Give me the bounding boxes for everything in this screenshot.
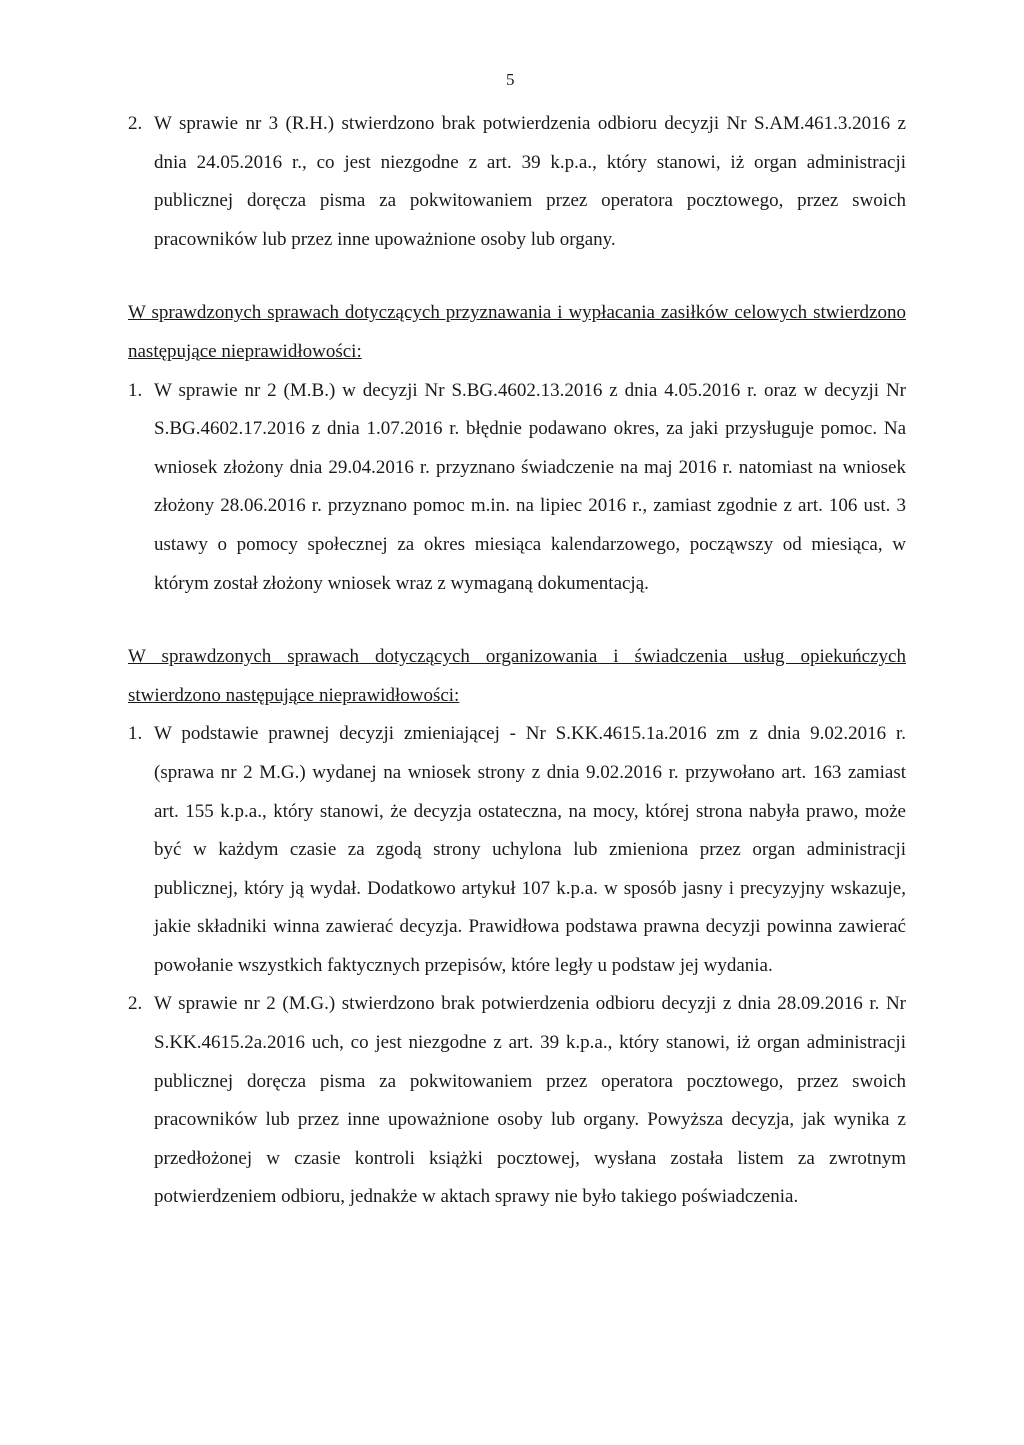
list-item-text: W sprawie nr 3 (R.H.) stwierdzono brak potwierdzenia odbioru decyzji Nr S.AM.461.3.2016 z dnia 24.05.2016 r., co jest niezgodne z art. 39 k.p.a., który stanowi, iż organ administracji publicznej doręcza pisma za pokwitowaniem przez operatora pocztowego, przez swoich pracowników lub przez inne upoważnione osoby lub organy.: [154, 113, 906, 250]
list-item-text: W podstawie prawnej decyzji zmieniającej - Nr S.KK.4615.1a.2016 zm z dnia 9.02.2016 r. (sprawa nr 2 M.G.) wydanej na wniosek strony z dnia 9.02.2016 r. przywołano art. 163 zamiast art. 155 k.p.a., który stanowi, że decyzja ostateczna, na mocy, której strona nabyła prawo, może być w każdym czasie za zgodą strony uchylona lub zmieniona przez organ administracji publicznej, który ją wydał. Dodatkowo artykuł 107 k.p.a. w sposób jasny i precyzyjny wskazuje, jakie składniki winna zawierać decyzja. Prawidłowa podstawa prawna decyzji powinna zawierać powołanie wszystkich faktycznych przepisów, które legły u podstaw jej wydania.: [154, 723, 906, 976]
list-item-text: W sprawie nr 2 (M.B.) w decyzji Nr S.BG.4602.13.2016 z dnia 4.05.2016 r. oraz w decyzji Nr S.BG.4602.17.2016 z dnia 1.07.2016 r. błędnie podawano okres, za jaki przysługuje pomoc. Na wniosek złożony dnia 29.04.2016 r. przyznano świadczenie na maj 2016 r. natomiast na wniosek złożony 28.06.2016 r. przyznano pomoc m.in. na lipiec 2016 r., zamiast zgodnie z art. 106 ust. 3 ustawy o pomocy społecznej za okres miesiąca kalendarzowego, począwszy od miesiąca, w którym został złożony wniosek wraz z wymaganą dokumentacją.: [154, 379, 906, 594]
list-item-number: 2.: [128, 113, 143, 134]
list-item: [128, 105, 906, 259]
list-item-number: 1.: [128, 723, 143, 745]
list-item-number: 2.: [128, 993, 143, 1015]
section-heading: W sprawdzonych sprawach dotyczących przyznawania i wypłacania zasiłków celowych stwierdzono następujące nieprawidłowości:: [128, 302, 906, 362]
spacer: [128, 259, 906, 294]
spacer: [128, 603, 906, 638]
page-number: 5: [506, 70, 515, 89]
section-heading: W sprawdzonych sprawach dotyczących organizowania i świadczenia usług opiekuńczych stwierdzono następujące nieprawidłowości:: [128, 646, 906, 706]
list-item: [128, 715, 906, 985]
list-item-text: W sprawie nr 2 (M.G.) stwierdzono brak potwierdzenia odbioru decyzji z dnia 28.09.2016 r. Nr S.KK.4615.2a.2016 uch, co jest niezgodne z art. 39 k.p.a., który stanowi, iż organ administracji publicznej doręcza pisma za pokwitowaniem przez operatora pocztowego, przez swoich pracowników lub przez inne upoważnione osoby lub organy. Powyższa decyzja, jak wynika z przedłożonej w czasie kontroli książki pocztowej, wysłana została listem za zwrotnym potwierdzeniem odbioru, jednakże w aktach sprawy nie było takiego poświadczenia.: [154, 993, 906, 1208]
list-item-number: 1.: [128, 379, 143, 401]
list-item: [128, 372, 906, 604]
document-body: [128, 105, 906, 1217]
list-item: [128, 985, 906, 1217]
